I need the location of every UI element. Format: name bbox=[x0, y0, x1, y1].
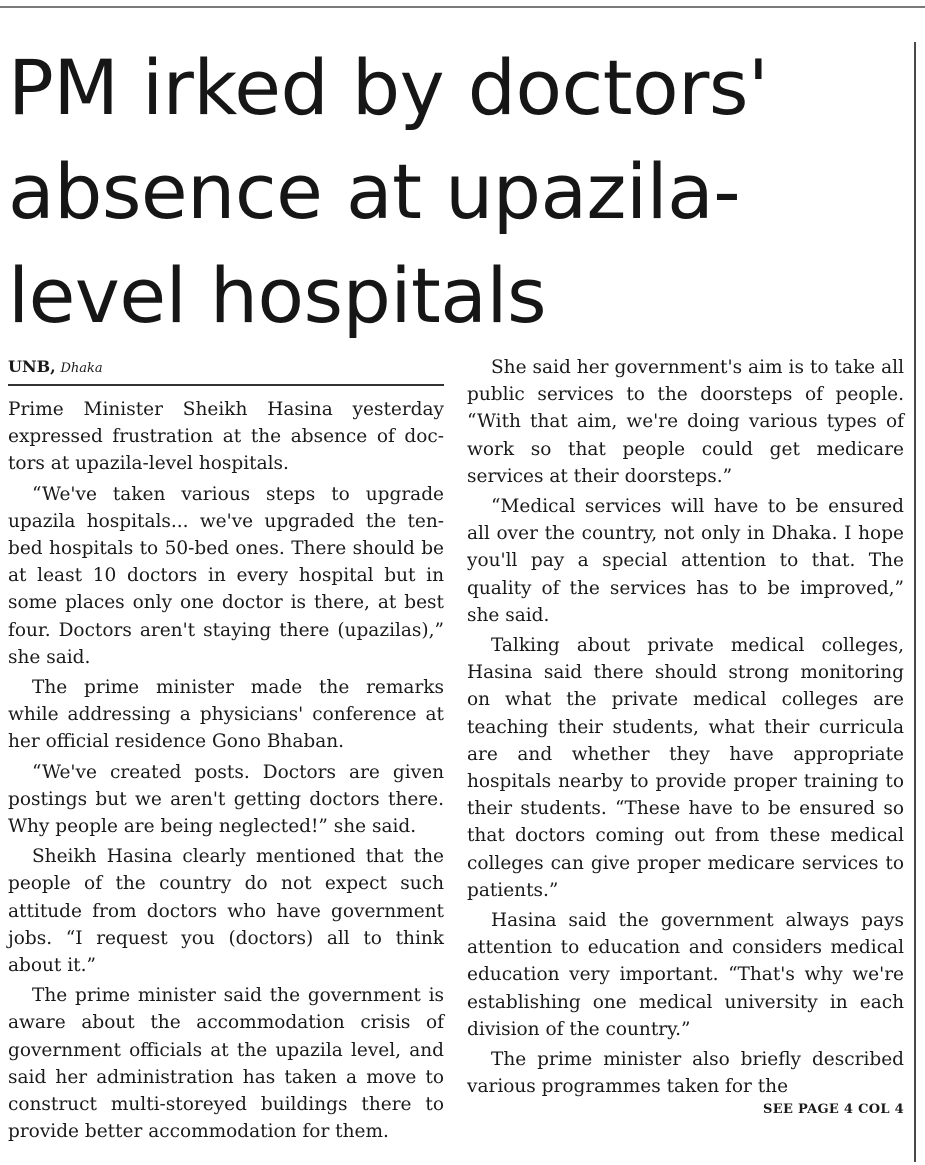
article-paragraph: The prime minister also briefly described various programmes taken for the bbox=[467, 1049, 904, 1098]
article-paragraph: Hasina said the government always pays attention to education and considers medical education very important. “That's why we're establishing one medical university in each division of the country.” bbox=[467, 910, 904, 1040]
headline-line-3: level hospitals bbox=[8, 251, 547, 340]
article-paragraph: The prime minister made the remarks while addressing a physicians' conference at her official residence Gono Bhaban. bbox=[8, 677, 444, 753]
article-paragraph: Talking about private medical colleges, Hasina said there should strong monitoring on what the private medical colleges are teaching their students, what their curricula are and whether they have appropriate hospitals nearby to provide proper training to their students. “These have to be ensured so that doctors coming out from these medical colleges can give proper medicare services to patients.” bbox=[467, 635, 904, 901]
column-divider-rule bbox=[914, 42, 916, 1162]
left-column bbox=[8, 354, 444, 1145]
byline-rule bbox=[8, 384, 444, 386]
article-paragraph: “Medical services will have to be ensured all over the country, not only in Dhaka. I hope you'll pay a special attention to that. The quality of the services has to be improved,” she said. bbox=[467, 496, 904, 626]
byline bbox=[8, 354, 444, 380]
top-rule bbox=[0, 6, 925, 8]
article-paragraph: Prime Minister Sheikh Hasina yesterday expressed frustration at the absence of doctors at upazila-level hospitals. bbox=[8, 399, 444, 475]
article-paragraph: “We've taken various steps to upgrade upazila hospitals... we've upgraded the ten-bed hospitals to 50-bed ones. There should be at least 10 doctors in every hospital but in some places only one doctor is there, at best four. Doctors aren't staying there (upazilas),” she said. bbox=[8, 483, 444, 668]
article-paragraph: Sheikh Hasina clearly mentioned that the people of the country do not expect such attitude from doctors who have government jobs. “I request you (doctors) all to think about it.” bbox=[8, 846, 444, 977]
continuation-jump-line: SEE PAGE 4 COL 4 bbox=[763, 1102, 904, 1118]
article-paragraph: “We've created posts. Doctors are given postings but we aren't getting doctors there. Why people are being neglected!” she said. bbox=[8, 761, 444, 838]
article-paragraph: The prime minister said the government is aware about the accommodation crisis of government officials at the upazila level, and said her administration has taken a move to construct multi-storeyed buildings there to provide better accommodation for them. bbox=[8, 985, 444, 1143]
byline-dateline: Dhaka bbox=[60, 361, 103, 376]
headline bbox=[8, 36, 908, 348]
headline-line-1: PM irked by doctors' bbox=[8, 43, 769, 132]
right-column bbox=[467, 354, 904, 1117]
article-paragraph: She said her government's aim is to take all public services to the doorsteps of people. “With that aim, we're doing various types of work so that people could get medicare services at their doorsteps.” bbox=[467, 357, 904, 487]
byline-agency: UNB, bbox=[8, 357, 56, 376]
headline-line-2: absence at upazila- bbox=[8, 147, 741, 236]
